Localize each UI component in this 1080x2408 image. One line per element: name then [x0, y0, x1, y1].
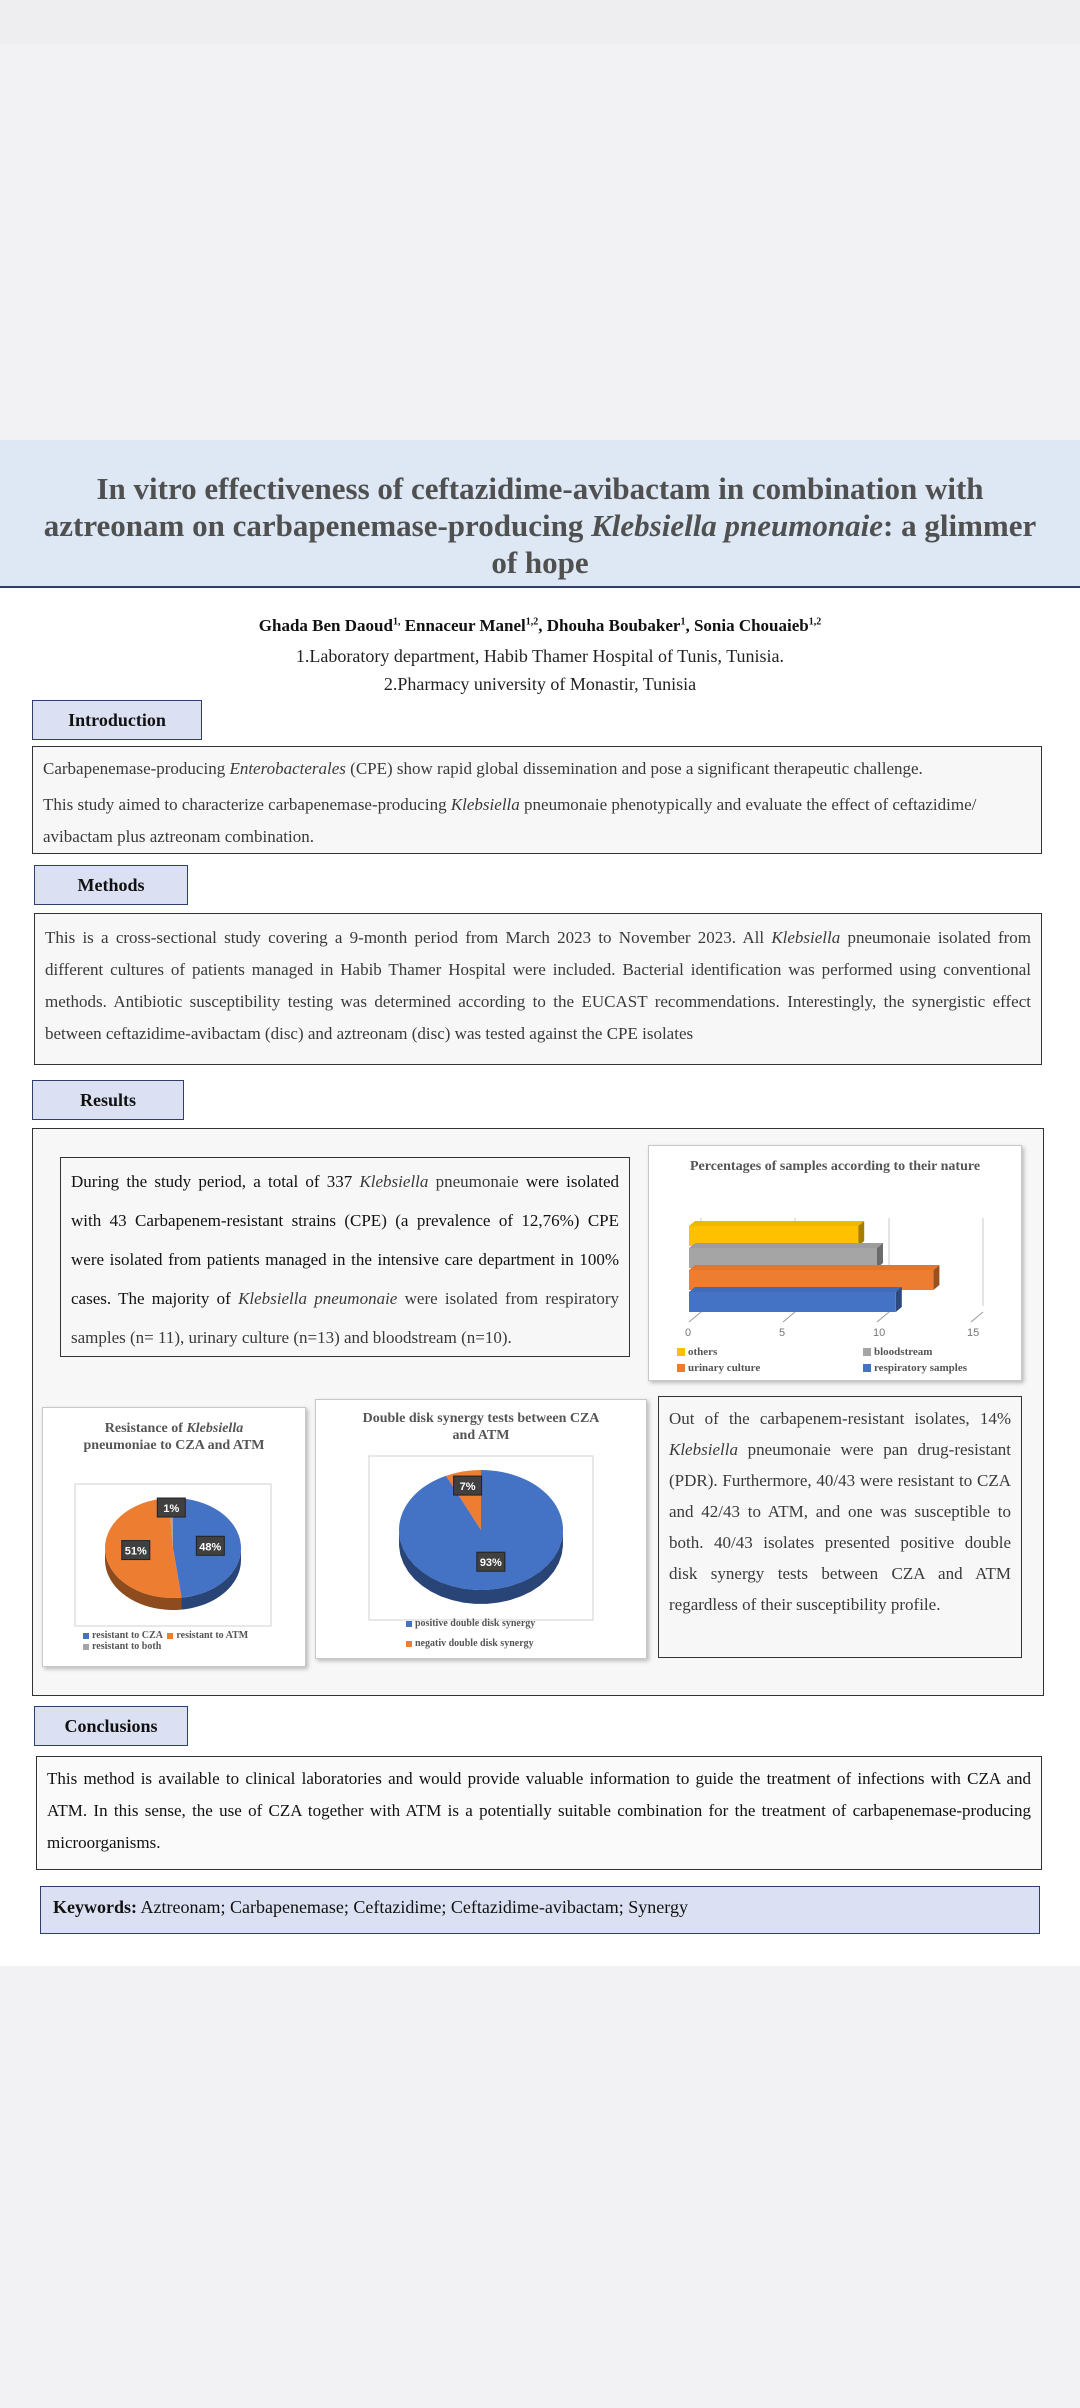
- legend-swatch-negative: [406, 1641, 412, 1647]
- title-italic: Klebsiella pneumonaie: [591, 508, 884, 543]
- axis-tick-line: [689, 1312, 701, 1322]
- results-text-1: [60, 1157, 630, 1357]
- results-t1-italic: Klebsiella: [359, 1172, 429, 1191]
- poster: [0, 440, 1080, 1966]
- samples-bar-chart: [648, 1145, 1022, 1381]
- top-bar: [0, 0, 1080, 44]
- x-tick-label: 0: [685, 1327, 692, 1339]
- pie-data-label: 1%: [163, 1503, 180, 1516]
- results-t2-italic: Klebsiella: [669, 1440, 738, 1459]
- affiliation-1: 1.Laboratory department, Habib Thamer Hospital of Tunis, Tunisia.: [295, 646, 785, 666]
- intro-p1-b: (CPE) show rapid global dissemination and pose a significant therapeutic challenge.: [345, 759, 923, 778]
- resistance-pie-chart: [42, 1407, 306, 1667]
- legend-label-bloodstream: bloodstream: [874, 1346, 933, 1358]
- bar-top-face: [689, 1287, 902, 1292]
- legend-label-respiratory: respiratory samples: [874, 1362, 967, 1374]
- legend-swatch-others: [677, 1348, 685, 1356]
- author-3: , Dhouha Boubaker: [538, 616, 681, 635]
- synergy-legend: [406, 1614, 535, 1654]
- legend-swatch-cza: [83, 1633, 89, 1639]
- title-line-2: aztreonam on carbapenemase-producing: [43, 508, 592, 543]
- legend-label-urinary: urinary culture: [688, 1362, 761, 1374]
- methods-p-a: This is a cross-sectional study covering a 9-month period from March 2023 to November 2023. All: [45, 928, 772, 947]
- keywords-box: [40, 1886, 1040, 1934]
- results-t1-d: were isolated from respiratory samples (n= 11), urinary culture (n=13) and bloodstream (n=10).: [71, 1289, 619, 1347]
- author-2-sup: 1,2: [525, 616, 539, 628]
- conclusions-heading: Conclusions: [34, 1706, 188, 1746]
- legend-swatch-both: [83, 1644, 89, 1650]
- pie-data-label: 48%: [199, 1541, 222, 1554]
- methods-p-b: pneumonaie isolated from different cultures of patients managed in Habib Thamer Hospital were included. Bacterial identification was performed using conventional methods. Antibiotic susceptibility testing was determined according to the EUCAST recommendations. Interestingly, the synergistic effect between ceftazidime-avibactam (disc) and aztreonam (disc) was tested against the CPE isolates: [45, 928, 1031, 1043]
- results-t1-c: were isolated with 43 Carbapenem-resistant strains (CPE) (a prevalence of 12,76%) CPE were isolated from patients managed in the intensive care department in 100% cases. The majority of: [71, 1172, 619, 1308]
- bar-legend-respiratory: [863, 1362, 967, 1374]
- conclusions-box: [36, 1756, 1042, 1870]
- author-4-sup: 1,2: [808, 616, 822, 628]
- affiliation-2: 2.Pharmacy university of Monastir, Tunisia: [383, 674, 697, 694]
- author-2: Ennaceur Manel: [400, 616, 526, 635]
- x-tick-label: 10: [873, 1327, 886, 1339]
- bar-top-face: [689, 1265, 939, 1270]
- introduction-box: [32, 746, 1042, 854]
- results-heading: Results: [32, 1080, 184, 1120]
- results-paragraph-1: [71, 1162, 619, 1357]
- intro-p2-italic: Klebsiella: [450, 795, 520, 814]
- keywords-text: Aztreonam; Carbapenemase; Ceftazidime; Ceftazidime-avibactam; Synergy: [137, 1897, 688, 1917]
- intro-p2-b: pneumonaie phenotypically and evaluate the effect of ceftazidime/ avibactam plus aztreonam combination.: [43, 795, 977, 846]
- pie-data-label: 93%: [479, 1557, 502, 1570]
- legend-swatch-atm: [167, 1633, 173, 1639]
- axis-tick-line: [783, 1312, 795, 1322]
- results-text-2: [658, 1396, 1022, 1658]
- bar-chart-title: Percentages of samples according to their nature: [689, 1159, 981, 1174]
- intro-p2-a: This study aimed to characterize carbapenemase-producing: [43, 795, 451, 814]
- legend-label-cza: resistant to CZA: [92, 1630, 163, 1641]
- keywords-label: Keywords:: [53, 1897, 137, 1917]
- author-1-sup: 1,: [392, 616, 401, 628]
- methods-paragraph: [45, 922, 1031, 1050]
- methods-heading: Methods: [34, 865, 188, 905]
- x-tick-label: 15: [967, 1327, 980, 1339]
- title-line-1: In vitro effectiveness of ceftazidime-avibactam in combination with: [96, 471, 984, 506]
- legend-label-others: others: [688, 1346, 718, 1358]
- bar-top-face: [689, 1221, 864, 1226]
- author-3-sup: 1: [680, 616, 686, 628]
- legend-swatch-bloodstream: [863, 1348, 871, 1356]
- x-tick-label: 5: [779, 1327, 786, 1339]
- author-4: , Sonia Chouaieb: [685, 616, 809, 635]
- axis-tick-line: [877, 1312, 889, 1322]
- synergy-pie-chart: [315, 1399, 647, 1659]
- bar-top-face: [689, 1243, 883, 1248]
- legend-label-negative: negativ double disk synergy: [415, 1638, 534, 1649]
- bar-chart-svg: [649, 1146, 1021, 1380]
- title-line-3: of hope: [491, 545, 589, 580]
- results-t2-a: Out of the carbapenem-resistant isolates, 14%: [669, 1409, 1011, 1428]
- conclusions-paragraph: This method is available to clinical laboratories and would provide valuable information to guide the treatment of infections with CZA and ATM. In this sense, the use of CZA together with ATM is a potentially suitable combination for the treatment of carbapenemase-producing microorganisms.: [47, 1769, 1031, 1852]
- results-paragraph-2: [669, 1403, 1011, 1620]
- title-band: [0, 440, 1080, 588]
- pie-data-label: 51%: [124, 1545, 147, 1558]
- bar-legend-others: [677, 1346, 717, 1358]
- results-t1-italic-2: Klebsiella pneumonaie: [238, 1289, 398, 1308]
- bar: [689, 1292, 896, 1312]
- title-line-2-end: : a glimmer: [883, 508, 1037, 543]
- methods-italic: Klebsiella: [771, 928, 841, 947]
- results-t2-b: pneumonaie were pan drug-resistant (PDR). Furthermore, 40/43 were resistant to CZA and 42/43 to ATM, and one was susceptible to both. 40/43 isolates presented positive double disk synergy tests between CZA and ATM regardless of their susceptibility profile.: [669, 1440, 1011, 1614]
- author-1: Ghada Ben Daoud: [258, 616, 393, 635]
- results-t1-a: During the study period, a total of 337: [71, 1172, 360, 1191]
- pie-data-label: 7%: [459, 1481, 476, 1494]
- resistance-pie-svg: [43, 1408, 305, 1666]
- resistance-title-italic: Klebsiella: [186, 1421, 244, 1436]
- authors: [0, 616, 1080, 636]
- intro-p1-italic: Enterobacterales: [229, 759, 346, 778]
- introduction-heading: Introduction: [32, 700, 202, 740]
- legend-label-positive: positive double disk synergy: [415, 1618, 536, 1629]
- intro-p1-a: Carbapenemase-producing: [43, 759, 230, 778]
- results-t1-b: pneumonaie: [428, 1172, 519, 1191]
- resistance-title-b: pneumoniae to CZA and ATM: [83, 1438, 265, 1453]
- legend-swatch-respiratory: [863, 1364, 871, 1372]
- bar-legend-bloodstream: [863, 1346, 932, 1358]
- legend-swatch-positive: [406, 1621, 412, 1627]
- legend-swatch-urinary: [677, 1364, 685, 1372]
- synergy-pie-title: Double disk synergy tests between CZA and ATM: [362, 1411, 600, 1443]
- introduction-paragraph-1: [43, 753, 1031, 785]
- poster-title: [40, 470, 1040, 581]
- legend-label-atm: resistant to ATM: [176, 1630, 249, 1641]
- axis-tick-line: [971, 1312, 983, 1322]
- resistance-title-a: Resistance of: [104, 1421, 187, 1436]
- methods-box: [34, 913, 1042, 1065]
- resistance-legend: [83, 1630, 248, 1652]
- legend-label-both: resistant to both: [92, 1641, 162, 1652]
- introduction-paragraph-2: [43, 789, 1031, 853]
- bar-legend-urinary: [677, 1362, 760, 1374]
